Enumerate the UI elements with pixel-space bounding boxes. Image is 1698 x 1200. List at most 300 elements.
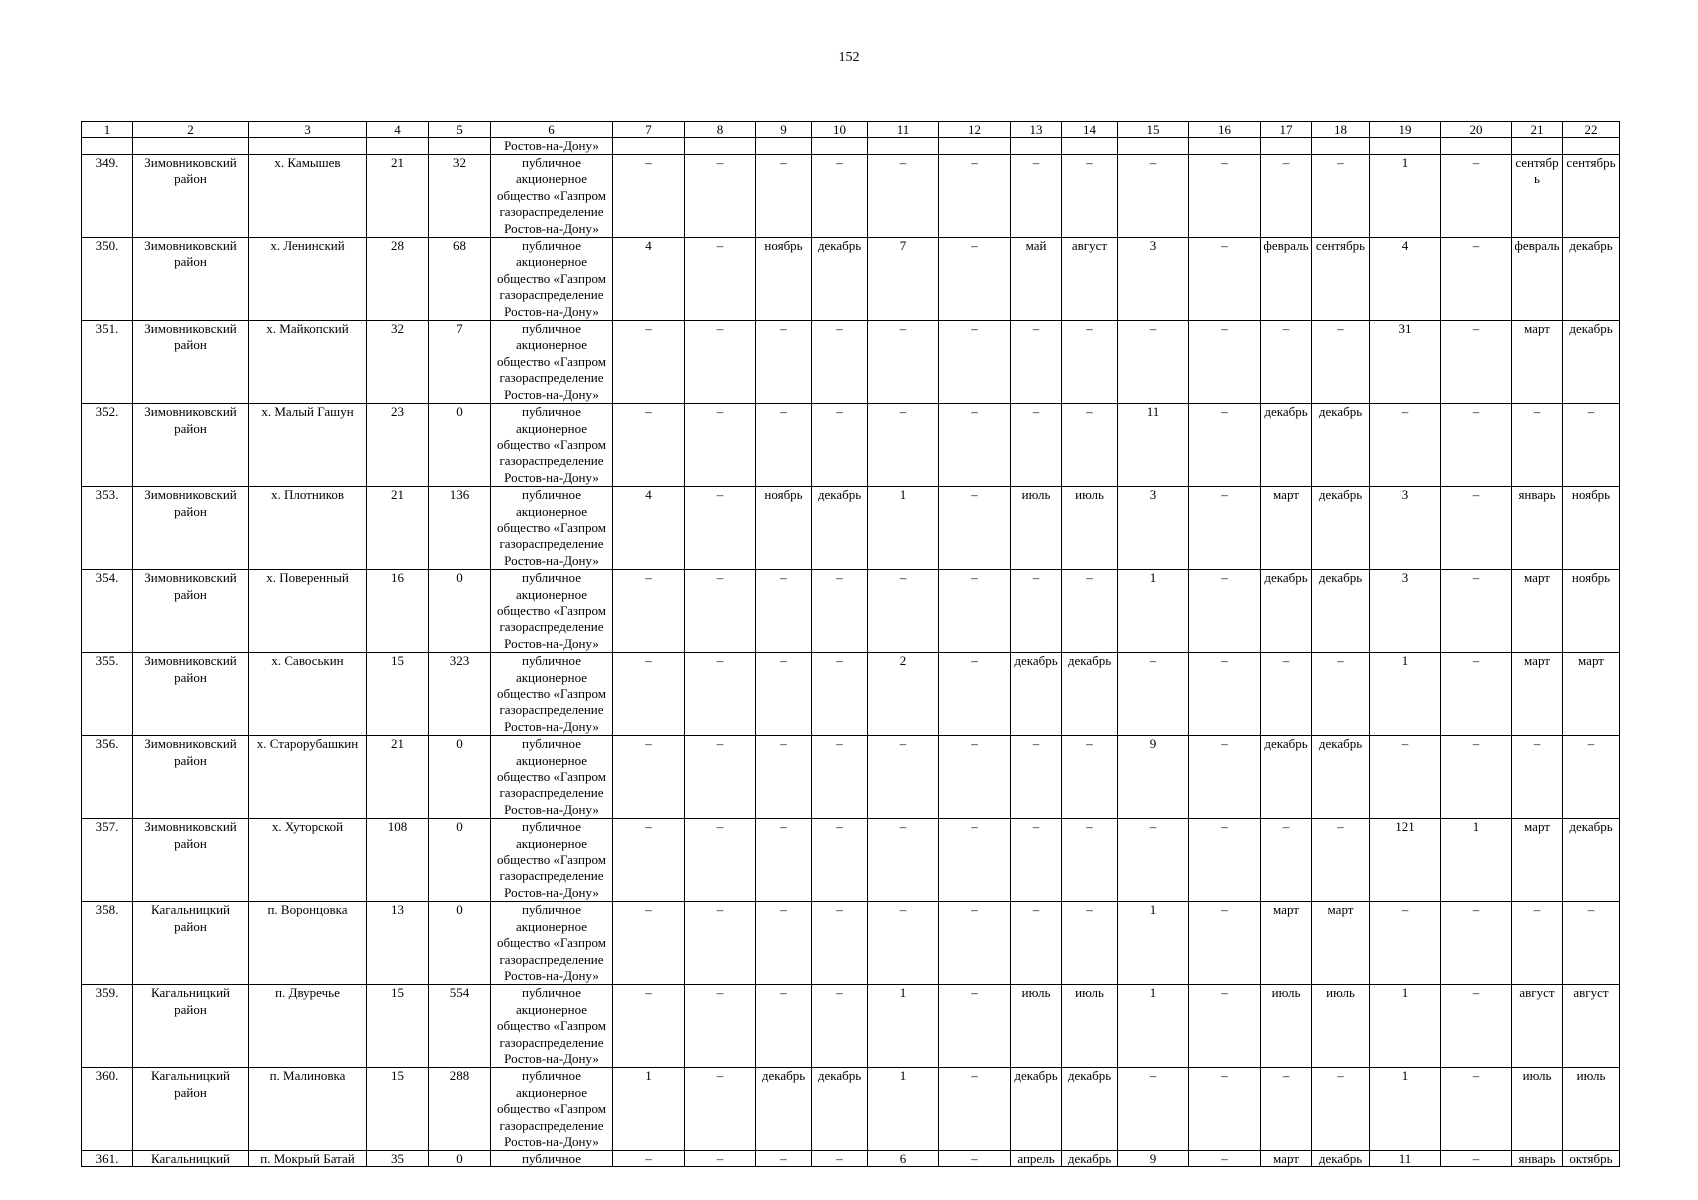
table-cell: х. Хуторской — [249, 819, 367, 902]
table-cell: декабрь — [1563, 321, 1620, 404]
table-cell: 21 — [367, 155, 429, 238]
table-cell: – — [1312, 653, 1370, 736]
table-cell: – — [1011, 155, 1062, 238]
table-cell: 554 — [429, 985, 491, 1068]
table-cell: – — [812, 1151, 868, 1167]
table-cell: 355. — [82, 653, 133, 736]
table-cell: – — [1312, 819, 1370, 902]
table-cell: июль — [1512, 1068, 1563, 1151]
table-cell: Зимовниковский район — [133, 321, 249, 404]
table-cell: – — [613, 736, 685, 819]
table-cell: – — [685, 155, 756, 238]
table-cell: ноябрь — [1563, 487, 1620, 570]
table-cell — [133, 138, 249, 155]
table-cell: – — [1370, 404, 1441, 487]
table-cell: 7 — [868, 238, 939, 321]
table-cell: 0 — [429, 819, 491, 902]
table-cell: – — [1441, 1068, 1512, 1151]
table-cell: – — [685, 404, 756, 487]
table-cell: – — [1261, 321, 1312, 404]
table-cell: – — [685, 985, 756, 1068]
table-cell: – — [939, 404, 1011, 487]
table-cell: 352. — [82, 404, 133, 487]
table-cell: – — [939, 487, 1011, 570]
table-cell: 3 — [1118, 487, 1189, 570]
table-cell: январь — [1512, 1151, 1563, 1167]
table-cell: 1 — [868, 1068, 939, 1151]
table-cell: – — [1441, 404, 1512, 487]
table-cell: публичное акционерное общество «Газпром газораспределение Ростов-на-Дону» — [491, 238, 613, 321]
table-cell: январь — [1512, 487, 1563, 570]
table-cell: август — [1512, 985, 1563, 1068]
table-cell: 1 — [1370, 1068, 1441, 1151]
table-cell: 0 — [429, 902, 491, 985]
table-cell: – — [1563, 902, 1620, 985]
table-cell: 31 — [1370, 321, 1441, 404]
table-cell — [1312, 138, 1370, 155]
table-cell: 8 — [685, 122, 756, 138]
table-cell: июль — [1062, 487, 1118, 570]
table-cell: июль — [1011, 985, 1062, 1068]
table-cell: – — [1189, 653, 1261, 736]
table-cell — [812, 138, 868, 155]
table-cell: 323 — [429, 653, 491, 736]
table-cell: – — [1062, 404, 1118, 487]
table-cell: – — [1312, 1068, 1370, 1151]
table-cell: 32 — [429, 155, 491, 238]
table-cell: февраль — [1261, 238, 1312, 321]
table-cell: 16 — [367, 570, 429, 653]
table-cell: – — [613, 653, 685, 736]
table-cell: публичное акционерное общество «Газпром газораспределение Ростов-на-Дону» — [491, 985, 613, 1068]
table-cell: публичное акционерное общество «Газпром газораспределение Ростов-на-Дону» — [491, 819, 613, 902]
table-cell: – — [1261, 819, 1312, 902]
table-cell: – — [685, 1068, 756, 1151]
table-cell: ноябрь — [756, 238, 812, 321]
table-row — [82, 902, 1620, 985]
table-cell: 4 — [613, 238, 685, 321]
table-row — [82, 404, 1620, 487]
table-cell: апрель — [1011, 1151, 1062, 1167]
table-cell: 7 — [429, 321, 491, 404]
table-cell: – — [1441, 736, 1512, 819]
table-row — [82, 487, 1620, 570]
table-cell: 13 — [367, 902, 429, 985]
table-cell: Ростов-на-Дону» — [491, 138, 613, 155]
table-cell — [82, 138, 133, 155]
table-cell: 21 — [1512, 122, 1563, 138]
table-cell: декабрь — [1062, 1068, 1118, 1151]
table-cell: декабрь — [1312, 404, 1370, 487]
table-cell — [1011, 138, 1062, 155]
table-cell — [756, 138, 812, 155]
table-cell: март — [1563, 653, 1620, 736]
table-header-row — [82, 122, 1620, 138]
table-cell: – — [812, 570, 868, 653]
table-cell: – — [939, 902, 1011, 985]
table-cell: – — [1312, 155, 1370, 238]
table-cell: – — [685, 736, 756, 819]
table-cell: декабрь — [1261, 404, 1312, 487]
table-cell: – — [1512, 902, 1563, 985]
table-cell: декабрь — [1011, 653, 1062, 736]
table-cell: 1 — [1118, 985, 1189, 1068]
table-cell: декабрь — [1062, 653, 1118, 736]
table-cell: Кагальницкий — [133, 1151, 249, 1167]
table-cell: – — [1062, 321, 1118, 404]
table-cell: 20 — [1441, 122, 1512, 138]
table-cell: 11 — [1118, 404, 1189, 487]
table-cell: – — [939, 1068, 1011, 1151]
table-cell: п. Малиновка — [249, 1068, 367, 1151]
table-cell: 360. — [82, 1068, 133, 1151]
table-cell — [1370, 138, 1441, 155]
table-cell: – — [1118, 155, 1189, 238]
table-cell: Зимовниковский район — [133, 736, 249, 819]
table-cell: Зимовниковский район — [133, 238, 249, 321]
table-cell: – — [1512, 404, 1563, 487]
table-cell: – — [1062, 819, 1118, 902]
table-cell: 6 — [868, 1151, 939, 1167]
table-cell: 15 — [367, 985, 429, 1068]
table-cell: – — [613, 321, 685, 404]
table-cell: 2 — [133, 122, 249, 138]
table-cell: – — [1118, 1068, 1189, 1151]
table-cell: 9 — [1118, 736, 1189, 819]
table-cell: – — [812, 736, 868, 819]
table-cell: – — [613, 819, 685, 902]
table-cell: х. Ленинский — [249, 238, 367, 321]
table-cell: 353. — [82, 487, 133, 570]
table-cell: – — [685, 902, 756, 985]
table-cell: публичное акционерное общество «Газпром газораспределение Ростов-на-Дону» — [491, 404, 613, 487]
table-cell: – — [685, 1151, 756, 1167]
table-cell: 1 — [868, 985, 939, 1068]
table-cell: публичное акционерное общество «Газпром газораспределение Ростов-на-Дону» — [491, 570, 613, 653]
table-cell: – — [812, 155, 868, 238]
table-cell: 11 — [1370, 1151, 1441, 1167]
table-cell: июль — [1312, 985, 1370, 1068]
table-cell: – — [1441, 570, 1512, 653]
table-cell: – — [1062, 902, 1118, 985]
table-cell: – — [1312, 321, 1370, 404]
table-cell: – — [939, 736, 1011, 819]
table-cell: 22 — [1563, 122, 1620, 138]
table-continuation-row — [82, 138, 1620, 155]
table-cell: март — [1312, 902, 1370, 985]
table-cell: 3 — [1370, 487, 1441, 570]
table-cell: март — [1261, 487, 1312, 570]
table-cell: – — [1189, 819, 1261, 902]
table-cell: – — [1189, 238, 1261, 321]
table-cell: – — [939, 653, 1011, 736]
table-cell: 32 — [367, 321, 429, 404]
table-cell: – — [613, 404, 685, 487]
table-cell: 3 — [1370, 570, 1441, 653]
table-cell: публичное акционерное общество «Газпром газораспределение Ростов-на-Дону» — [491, 155, 613, 238]
table-cell — [367, 138, 429, 155]
table-cell: Зимовниковский район — [133, 653, 249, 736]
table-cell: 68 — [429, 238, 491, 321]
table-cell: – — [868, 155, 939, 238]
table-cell: – — [613, 570, 685, 653]
table-cell: декабрь — [1312, 736, 1370, 819]
table-cell: х. Савоськин — [249, 653, 367, 736]
table-cell: – — [812, 819, 868, 902]
table-row — [82, 1151, 1620, 1167]
table-cell: 7 — [613, 122, 685, 138]
table-cell: – — [685, 653, 756, 736]
table-cell: – — [1189, 985, 1261, 1068]
table-cell — [613, 138, 685, 155]
table-cell: – — [1189, 736, 1261, 819]
table-cell: – — [756, 902, 812, 985]
table-cell: – — [812, 404, 868, 487]
table-cell — [1062, 138, 1118, 155]
table-cell: – — [1441, 321, 1512, 404]
table-cell: июль — [1261, 985, 1312, 1068]
table-cell: – — [1441, 1151, 1512, 1167]
table-cell: 1 — [1441, 819, 1512, 902]
table-cell: 1 — [1370, 653, 1441, 736]
table-cell: – — [868, 736, 939, 819]
table-cell: май — [1011, 238, 1062, 321]
table-cell: – — [613, 155, 685, 238]
table-cell: сентябрь — [1563, 155, 1620, 238]
table-cell: – — [1118, 321, 1189, 404]
table-cell: – — [1189, 1068, 1261, 1151]
table-row — [82, 736, 1620, 819]
table-cell: декабрь — [1261, 570, 1312, 653]
table-cell: 350. — [82, 238, 133, 321]
table-cell: 23 — [367, 404, 429, 487]
table-cell: – — [1563, 404, 1620, 487]
table-cell: – — [685, 321, 756, 404]
table-cell: Кагальницкий район — [133, 1068, 249, 1151]
table-cell: 361. — [82, 1151, 133, 1167]
table-cell: декабрь — [1062, 1151, 1118, 1167]
table-row — [82, 570, 1620, 653]
table-cell: – — [939, 819, 1011, 902]
table-cell: – — [1118, 653, 1189, 736]
table-cell: 108 — [367, 819, 429, 902]
table-cell: 4 — [1370, 238, 1441, 321]
table-cell: 1 — [1370, 985, 1441, 1068]
table-cell: – — [1441, 487, 1512, 570]
table-cell: – — [1563, 736, 1620, 819]
table-cell: 17 — [1261, 122, 1312, 138]
data-table — [81, 121, 1620, 1167]
table-cell: – — [685, 570, 756, 653]
table-cell: 121 — [1370, 819, 1441, 902]
table-cell: Зимовниковский район — [133, 404, 249, 487]
table-cell: 354. — [82, 570, 133, 653]
table-cell: х. Плотников — [249, 487, 367, 570]
table-cell: 4 — [367, 122, 429, 138]
table-cell: 1 — [1370, 155, 1441, 238]
table-cell: – — [613, 902, 685, 985]
table-cell — [685, 138, 756, 155]
table-cell: – — [685, 238, 756, 321]
table-cell: 28 — [367, 238, 429, 321]
table-cell: 136 — [429, 487, 491, 570]
table-cell: – — [756, 570, 812, 653]
table-cell: публичное акционерное общество «Газпром газораспределение Ростов-на-Дону» — [491, 653, 613, 736]
table-cell: 4 — [613, 487, 685, 570]
table-cell: 15 — [367, 653, 429, 736]
table-cell: – — [613, 1151, 685, 1167]
table-cell: декабрь — [1011, 1068, 1062, 1151]
table-cell: публичное акционерное общество «Газпром газораспределение Ростов-на-Дону» — [491, 1068, 613, 1151]
table-cell: декабрь — [1563, 819, 1620, 902]
table-cell: – — [1011, 819, 1062, 902]
table-cell: 13 — [1011, 122, 1062, 138]
table-cell: 18 — [1312, 122, 1370, 138]
table-cell: – — [812, 902, 868, 985]
table-cell: 12 — [939, 122, 1011, 138]
table-cell: 16 — [1189, 122, 1261, 138]
table-cell: 1 — [1118, 902, 1189, 985]
table-cell: 5 — [429, 122, 491, 138]
table-cell: – — [868, 404, 939, 487]
table-cell: сентябр ь — [1512, 155, 1563, 238]
table-cell: 9 — [756, 122, 812, 138]
table-cell: 9 — [1118, 1151, 1189, 1167]
table-cell: декабрь — [1261, 736, 1312, 819]
table-cell: декабрь — [1312, 487, 1370, 570]
table-cell: Зимовниковский район — [133, 155, 249, 238]
table-cell: 21 — [367, 736, 429, 819]
table-cell: Кагальницкий район — [133, 902, 249, 985]
table-row — [82, 321, 1620, 404]
table-cell — [1118, 138, 1189, 155]
table-cell — [249, 138, 367, 155]
table-cell: июль — [1011, 487, 1062, 570]
table-cell: публичное акционерное общество «Газпром газораспределение Ростов-на-Дону» — [491, 321, 613, 404]
table-cell: октябрь — [1563, 1151, 1620, 1167]
table-cell — [1563, 138, 1620, 155]
table-cell: – — [1441, 238, 1512, 321]
table-cell: август — [1563, 985, 1620, 1068]
table-cell: 2 — [868, 653, 939, 736]
table-cell: – — [756, 985, 812, 1068]
table-cell: – — [1011, 404, 1062, 487]
table-cell — [868, 138, 939, 155]
table-cell: – — [939, 238, 1011, 321]
table-cell — [1441, 138, 1512, 155]
table-cell: – — [685, 487, 756, 570]
table-cell: декабрь — [812, 487, 868, 570]
table-cell: х. Поверенный — [249, 570, 367, 653]
table-cell: – — [685, 819, 756, 902]
table-cell: 6 — [491, 122, 613, 138]
table-cell: – — [812, 985, 868, 1068]
table-cell: х. Майкопский — [249, 321, 367, 404]
table-cell: – — [1370, 902, 1441, 985]
table-cell: – — [1261, 1068, 1312, 1151]
table-cell: – — [1261, 155, 1312, 238]
table-cell: Зимовниковский район — [133, 819, 249, 902]
table-cell: 0 — [429, 404, 491, 487]
table-cell: 3 — [1118, 238, 1189, 321]
table-cell: – — [939, 570, 1011, 653]
table-cell: 0 — [429, 1151, 491, 1167]
table-cell: 35 — [367, 1151, 429, 1167]
table-cell: – — [756, 321, 812, 404]
table-cell: 349. — [82, 155, 133, 238]
table-cell: декабрь — [812, 1068, 868, 1151]
table-cell: 1 — [613, 1068, 685, 1151]
page-number: 152 — [838, 50, 860, 65]
table-cell: публичное акционерное общество «Газпром газораспределение Ростов-на-Дону» — [491, 902, 613, 985]
table-cell: февраль — [1512, 238, 1563, 321]
table-cell — [939, 138, 1011, 155]
table-cell: – — [1011, 570, 1062, 653]
table-cell: март — [1512, 653, 1563, 736]
table-cell: – — [868, 321, 939, 404]
table-cell: – — [1441, 653, 1512, 736]
table-cell: п. Мокрый Батай — [249, 1151, 367, 1167]
table-cell: август — [1062, 238, 1118, 321]
table-cell: – — [756, 1151, 812, 1167]
table-cell: – — [756, 653, 812, 736]
table-row — [82, 238, 1620, 321]
table-cell: п. Двуречье — [249, 985, 367, 1068]
table-cell: – — [613, 985, 685, 1068]
table-cell: – — [868, 819, 939, 902]
table-cell: – — [1512, 736, 1563, 819]
table-cell: март — [1261, 902, 1312, 985]
table-cell: 359. — [82, 985, 133, 1068]
table-cell: – — [868, 902, 939, 985]
table-cell: – — [1261, 653, 1312, 736]
table-cell: – — [1062, 736, 1118, 819]
table-cell: – — [1189, 902, 1261, 985]
table-cell: – — [1011, 321, 1062, 404]
table-cell: публичное акционерное общество «Газпром газораспределение Ростов-на-Дону» — [491, 487, 613, 570]
table-cell: ноябрь — [756, 487, 812, 570]
table-cell: – — [1370, 736, 1441, 819]
table-cell: х. Камышев — [249, 155, 367, 238]
table-cell: – — [1189, 155, 1261, 238]
table-cell: 15 — [1118, 122, 1189, 138]
table-cell: 15 — [367, 1068, 429, 1151]
table-cell: ноябрь — [1563, 570, 1620, 653]
table-cell: – — [1118, 819, 1189, 902]
table-cell: 10 — [812, 122, 868, 138]
table-cell: – — [1441, 985, 1512, 1068]
table-cell: 0 — [429, 570, 491, 653]
table-cell: декабрь — [756, 1068, 812, 1151]
table-cell: декабрь — [812, 238, 868, 321]
table-cell: – — [1062, 570, 1118, 653]
table-cell: июль — [1062, 985, 1118, 1068]
table-cell: 351. — [82, 321, 133, 404]
table-cell — [1512, 138, 1563, 155]
table-cell: Зимовниковский район — [133, 487, 249, 570]
table-cell: публичное — [491, 1151, 613, 1167]
table-cell: декабрь — [1312, 570, 1370, 653]
table-cell: – — [939, 155, 1011, 238]
table-cell: – — [756, 819, 812, 902]
table-cell: март — [1261, 1151, 1312, 1167]
table-cell: – — [756, 404, 812, 487]
table-cell: 14 — [1062, 122, 1118, 138]
table-cell: 358. — [82, 902, 133, 985]
table-row — [82, 819, 1620, 902]
table-row — [82, 985, 1620, 1068]
table-cell: 1 — [82, 122, 133, 138]
